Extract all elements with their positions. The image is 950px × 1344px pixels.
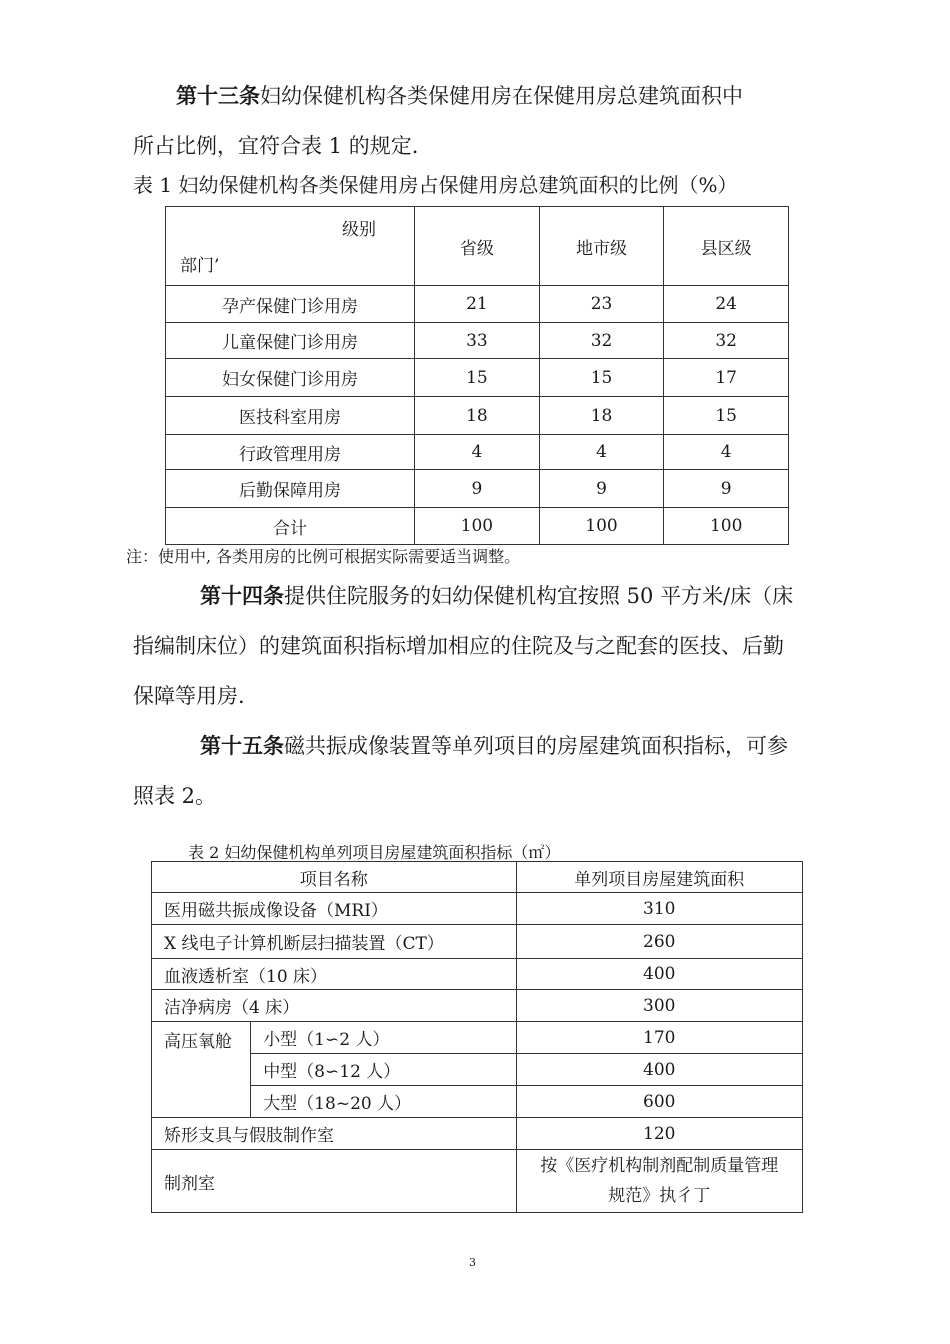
pharmacy-value-line-2: 规范》执彳丁 xyxy=(608,1186,711,1206)
cell-value: 100 xyxy=(664,508,789,545)
row-label: 制剂室 xyxy=(152,1150,517,1213)
table-row xyxy=(152,959,803,990)
cell-value: 400 xyxy=(516,1054,802,1086)
table-row xyxy=(166,323,789,359)
table-row xyxy=(166,286,789,323)
row-label: 医技科室用房 xyxy=(166,397,415,435)
row-label: X 线电子计算机断层扫描装置（CT） xyxy=(152,925,517,959)
table-row xyxy=(166,397,789,435)
table-2-header-row xyxy=(152,862,803,893)
table-1-header-dept: 部门’ xyxy=(180,256,220,276)
cell-value: 15 xyxy=(664,397,789,435)
cell-value: 9 xyxy=(415,470,540,508)
hyperbaric-size-label: 大型（18~20 人） xyxy=(251,1086,516,1118)
table-row xyxy=(166,359,789,397)
table-row xyxy=(152,893,803,925)
row-label: 血液透析室（10 床） xyxy=(152,959,517,990)
cell-value xyxy=(516,1150,802,1213)
table-1-header-level: 级别 xyxy=(342,220,376,240)
article-15-line-1 xyxy=(200,730,788,760)
cell-value: 4 xyxy=(664,435,789,470)
table-2 xyxy=(151,861,803,1213)
table-2-header-area: 单列项目房屋建筑面积 xyxy=(516,862,802,893)
cell-value: 18 xyxy=(539,397,664,435)
cell-value: 100 xyxy=(539,508,664,545)
article-14-text-1: 提供住院服务的妇幼保健机构宜按照 50 平方米/床（床 xyxy=(284,584,794,608)
cell-value: 600 xyxy=(516,1086,802,1118)
article-15-line-2: 照表 2。 xyxy=(133,784,217,808)
article-15-title: 第十五条 xyxy=(200,734,284,758)
article-14-line-2: 指编制床位）的建筑面积指标增加相应的住院及与之配套的医技、后勤 xyxy=(133,634,784,658)
row-label: 矫形支具与假肢制作室 xyxy=(152,1118,517,1150)
article-14-line-1 xyxy=(200,580,793,610)
cell-value: 120 xyxy=(516,1118,802,1150)
article-13-text-1: 妇幼保健机构各类保健用房在保健用房总建筑面积中 xyxy=(260,84,743,108)
table-row xyxy=(152,1022,803,1054)
table-2-header-name: 项目名称 xyxy=(152,862,517,893)
cell-value: 32 xyxy=(539,323,664,359)
page-number: 3 xyxy=(469,1256,476,1269)
row-label: 医用磁共振成像设备（MRI） xyxy=(152,893,517,925)
cell-value: 170 xyxy=(516,1022,802,1054)
table-1-col-city: 地市级 xyxy=(539,207,664,286)
table-1-corner-cell xyxy=(166,207,415,286)
table-row xyxy=(152,1118,803,1150)
row-label: 孕产保健门诊用房 xyxy=(166,286,415,323)
cell-value: 9 xyxy=(539,470,664,508)
cell-value: 310 xyxy=(516,893,802,925)
cell-value: 23 xyxy=(539,286,664,323)
table-1-header-row xyxy=(166,207,789,286)
cell-value: 33 xyxy=(415,323,540,359)
article-13-line-2: 所占比例，宜符合表 1 的规定. xyxy=(133,134,419,158)
table-total-row xyxy=(166,508,789,545)
cell-value: 18 xyxy=(415,397,540,435)
table-1-note: 注：使用中, 各类用房的比例可根据实际需要适当调整。 xyxy=(126,547,521,566)
table-1-col-county: 县区级 xyxy=(664,207,789,286)
cell-value: 24 xyxy=(664,286,789,323)
cell-value: 15 xyxy=(415,359,540,397)
cell-value: 9 xyxy=(664,470,789,508)
row-label: 洁净病房（4 床） xyxy=(152,990,517,1022)
cell-value: 17 xyxy=(664,359,789,397)
article-14-title: 第十四条 xyxy=(200,584,284,608)
table-row xyxy=(152,990,803,1022)
table-2-caption: 表 2 妇幼保健机构单列项目房屋建筑面积指标（㎡） xyxy=(188,843,561,862)
table-row xyxy=(166,435,789,470)
cell-value: 15 xyxy=(539,359,664,397)
row-label: 妇女保健门诊用房 xyxy=(166,359,415,397)
hyperbaric-size-label: 中型（8∽12 人） xyxy=(251,1054,516,1086)
hyperbaric-size-label: 小型（1∽2 人） xyxy=(251,1022,516,1054)
table-row xyxy=(152,1150,803,1213)
article-13-line-1 xyxy=(176,80,743,110)
row-label: 行政管理用房 xyxy=(166,435,415,470)
row-label: 后勤保障用房 xyxy=(166,470,415,508)
table-1 xyxy=(165,206,789,545)
cell-value: 21 xyxy=(415,286,540,323)
cell-value: 400 xyxy=(516,959,802,990)
cell-value: 4 xyxy=(415,435,540,470)
cell-value: 4 xyxy=(539,435,664,470)
cell-value: 260 xyxy=(516,925,802,959)
table-row xyxy=(166,470,789,508)
cell-value: 300 xyxy=(516,990,802,1022)
row-label: 儿童保健门诊用房 xyxy=(166,323,415,359)
table-1-caption: 表 1 妇幼保健机构各类保健用房占保健用房总建筑面积的比例（%） xyxy=(133,173,738,197)
hyperbaric-group-label: 高压氧舱 xyxy=(152,1022,251,1118)
article-15-text-1: 磁共振成像装置等单列项目的房屋建筑面积指标，可参 xyxy=(284,734,788,758)
cell-value: 100 xyxy=(415,508,540,545)
row-label: 合计 xyxy=(166,508,415,545)
table-row xyxy=(152,925,803,959)
cell-value: 32 xyxy=(664,323,789,359)
table-1-col-province: 省级 xyxy=(415,207,540,286)
article-14-line-3: 保障等用房. xyxy=(133,684,245,708)
pharmacy-value-line-1: 按《医疗机构制剂配制质量管理 xyxy=(540,1156,779,1176)
article-13-title: 第十三条 xyxy=(176,84,260,108)
